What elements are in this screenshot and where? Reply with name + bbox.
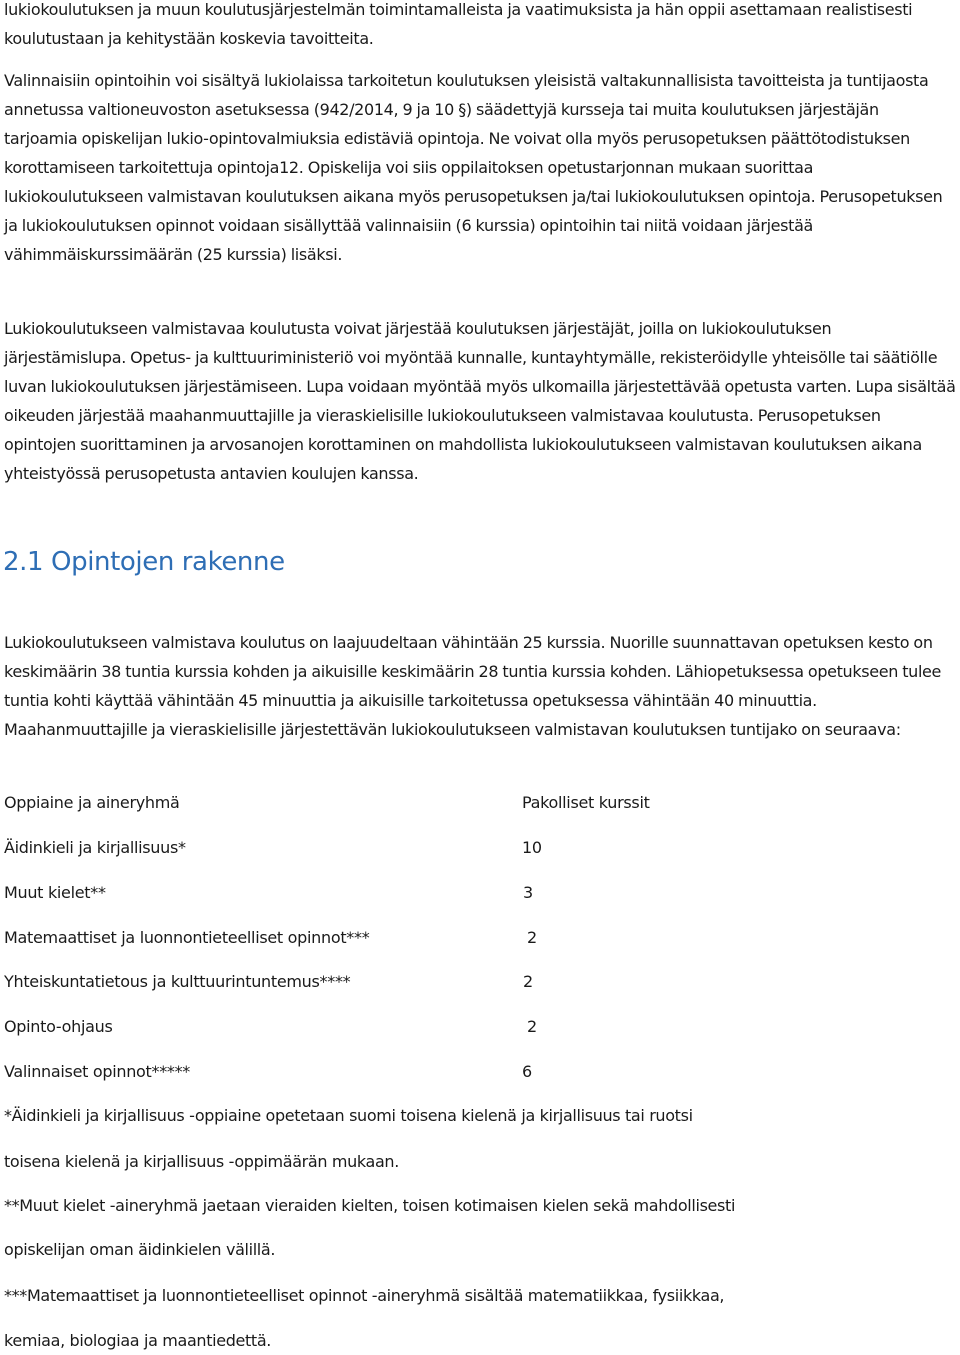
table-row xyxy=(4,833,904,862)
paragraph-course-structure: Lukiokoulutukseen valmistava koulutus on laajuudeltaan vähintään 25 kurssia. Nuorille suunnattavan opetuksen kesto on keskimäärin 38 tuntia kurssia kohden ja aikuisille keskimäärin 28 tuntia kurssia kohden. Lähiopetuksessa opetukseen tulee tuntia kohti käyttää vähintään 45 minuuttia ja aikuisille tarkoitetussa opetuksessa vähintään 40 minuuttia. Maahanmuuttajille ja vieraskielisille järjestettävän lukiokoulutukseen valmistavan koulutuksen tuntijako on seuraava: xyxy=(4,633,942,739)
table-row xyxy=(4,923,904,952)
footnote-line: toisena kielenä ja kirjallisuus -oppimäärän mukaan. xyxy=(4,1152,399,1171)
table-cell-subject: Äidinkieli ja kirjallisuus* xyxy=(4,838,186,857)
table-header-row xyxy=(4,788,904,817)
section-title: Opintojen rakenne xyxy=(51,547,285,577)
table-header-subject: Oppiaine ja aineryhmä xyxy=(4,793,180,812)
paragraph-elective-studies: Valinnaisiin opintoihin voi sisältyä lukiolaissa tarkoitetun koulutuksen yleisistä valtakunnallisista tavoitteista ja tuntijaosta annetussa valtioneuvoston asetuksessa (942/2014, 9 ja 10 §) säädettyjä kursseja tai muita koulutuksen järjestäjän tarjoamia opiskelijan lukio-opintovalmiuksia edistäviä opintoja. Ne voivat olla myös perusopetuksen päättötodistuksen korottamiseen tarkoitettuja opintoja12. Opiskelija voi siis oppilaitoksen opetustarjonnan mukaan suorittaa lukiokoulutukseen valmistavan koulutuksen aikana myös perusopetuksen ja/tai lukiokoulutuksen opintoja. Perusopetuksen ja lukiokoulutuksen opinnot voidaan sisällyttää valinnaisiin (6 kurssia) opintoihin tai niitä voidaan järjestää vähimmäiskurssimäärän (25 kurssia) lisäksi. xyxy=(4,71,943,264)
table-cell-courses: 6 xyxy=(522,1062,532,1081)
footnote-line: opiskelijan oman äidinkielen välillä. xyxy=(4,1240,276,1259)
footnote-line: **Muut kielet -aineryhmä jaetaan vieraiden kielten, toisen kotimaisen kielen sekä mahdollisesti xyxy=(4,1196,736,1215)
footnote-line: *Äidinkieli ja kirjallisuus -oppiaine opetetaan suomi toisena kielenä ja kirjallisuus tai ruotsi xyxy=(4,1106,693,1125)
table-header-courses: Pakolliset kurssit xyxy=(522,793,650,812)
table-cell-subject: Matemaattiset ja luonnontieteelliset opinnot*** xyxy=(4,928,370,947)
table-cell-courses: 3 xyxy=(523,883,533,902)
table-cell-subject: Opinto-ohjaus xyxy=(4,1017,113,1036)
section-heading xyxy=(3,543,285,581)
table-cell-subject: Muut kielet** xyxy=(4,883,106,902)
footnote-line: kemiaa, biologiaa ja maantiedettä. xyxy=(4,1331,272,1350)
table-cell-courses: 2 xyxy=(527,928,537,947)
footnote-line: ***Matemaattiset ja luonnontieteelliset opinnot -aineryhmä sisältää matematiikkaa, fysiikkaa, xyxy=(4,1286,725,1305)
table-row xyxy=(4,1057,904,1086)
table-cell-courses: 10 xyxy=(522,838,542,857)
table-row xyxy=(4,967,904,996)
table-row xyxy=(4,878,904,907)
paragraph-organizers: Lukiokoulutukseen valmistavaa koulutusta voivat järjestää koulutuksen järjestäjät, joilla on lukiokoulutuksen järjestämislupa. Opetus- ja kulttuuriministeriö voi myöntää kunnalle, kuntayhtymälle, rekisteröidylle yhteisölle tai säätiölle luvan lukiokoulutuksen järjestämiseen. Lupa voidaan myöntää myös ulkomailla järjestettävää opetusta varten. Lupa sisältää oikeuden järjestää maahanmuuttajille ja vieraskielisille lukiokoulutukseen valmistavaa koulutusta. Perusopetuksen opintojen suorittaminen ja arvosanojen korottaminen on mahdollista lukiokoulutukseen valmistavan koulutuksen aikana yhteistyössä perusopetusta antavien koulujen kanssa. xyxy=(4,319,956,483)
table-cell-courses: 2 xyxy=(523,972,533,991)
paragraph-intro-continued: lukiokoulutuksen ja muun koulutusjärjestelmän toimintamalleista ja vaatimuksista ja hän oppii asettamaan realistisesti koulutustaan ja kehitystään koskevia tavoitteita. xyxy=(4,0,913,48)
table-cell-subject: Yhteiskuntatietous ja kulttuurintuntemus**** xyxy=(4,972,351,991)
table-cell-courses: 2 xyxy=(527,1017,537,1036)
table-row xyxy=(4,1012,904,1041)
table-cell-subject: Valinnaiset opinnot***** xyxy=(4,1062,191,1081)
section-number: 2.1 xyxy=(3,547,44,577)
